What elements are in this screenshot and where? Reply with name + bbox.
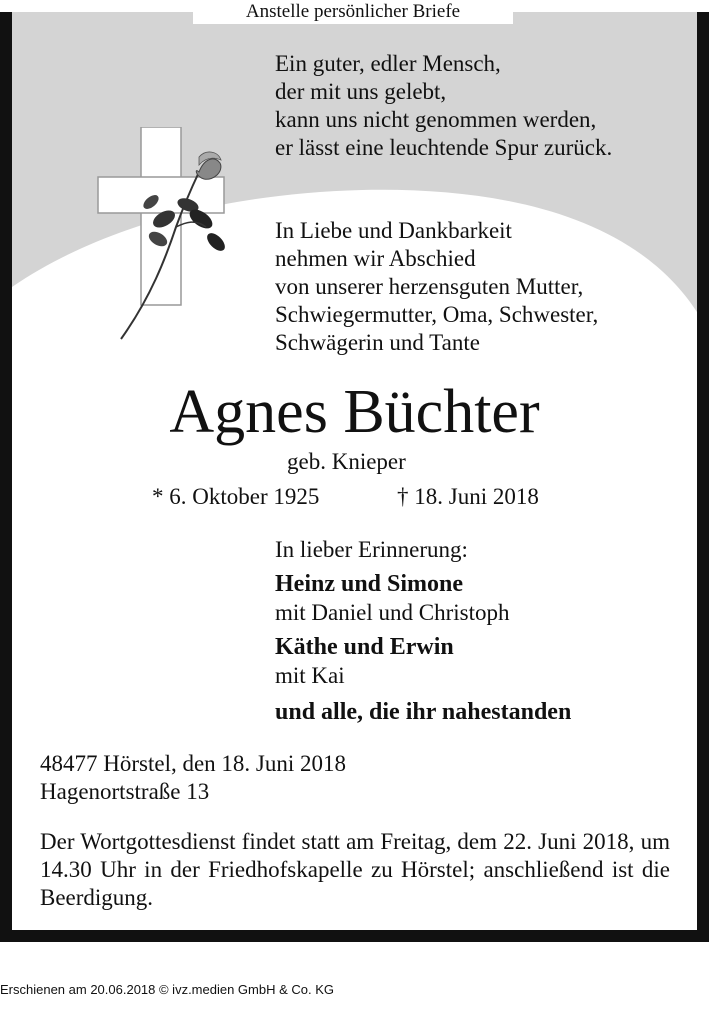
farewell-line: Schwiegermutter, Oma, Schwester, [275, 302, 599, 327]
farewell-line: von unserer herzensguten Mutter, [275, 274, 584, 299]
place-date: 48477 Hörstel, den 18. Juni 2018 [40, 751, 347, 776]
maiden-name: geb. Knieper [287, 449, 406, 474]
deceased-name: Agnes Büchter [169, 378, 540, 446]
service-info: Der Wortgottesdienst findet statt am Freitag, dem 22. Juni 2018, um 14.30 Uhr in der Friedhofskapelle zu Hörstel; anschließend ist die Beerdigung. [40, 829, 670, 910]
header-label: Anstelle persönlicher Briefe [193, 0, 513, 24]
poem-line: er lässt eine leuchtende Spur zurück. [275, 135, 613, 160]
publication-footer: Erschienen am 20.06.2018 © ivz.medien GmbH & Co. KG [0, 982, 335, 997]
poem-line: kann uns nicht genommen werden, [275, 107, 597, 132]
farewell-line: nehmen wir Abschied [275, 246, 476, 271]
mourner-family-2: Käthe und Erwin [275, 634, 454, 660]
poem-line: Ein guter, edler Mensch, [275, 51, 501, 76]
poem-line: der mit uns gelebt, [275, 79, 447, 104]
memory-intro: In lieber Erinnerung: [275, 537, 468, 562]
mourner-family-2-sub: mit Kai [275, 663, 345, 688]
death-date: † 18. Juni 2018 [397, 484, 539, 509]
mourner-others: und alle, die ihr nahestanden [275, 699, 572, 725]
farewell-line: In Liebe und Dankbarkeit [275, 218, 512, 243]
cross-rose-icon [96, 127, 226, 342]
birth-date: * 6. Oktober 1925 [152, 484, 320, 509]
street-address: Hagenortstraße 13 [40, 779, 210, 804]
mourner-family-1-sub: mit Daniel und Christoph [275, 600, 510, 625]
farewell-line: Schwägerin und Tante [275, 330, 480, 355]
mourner-family-1: Heinz und Simone [275, 571, 464, 597]
